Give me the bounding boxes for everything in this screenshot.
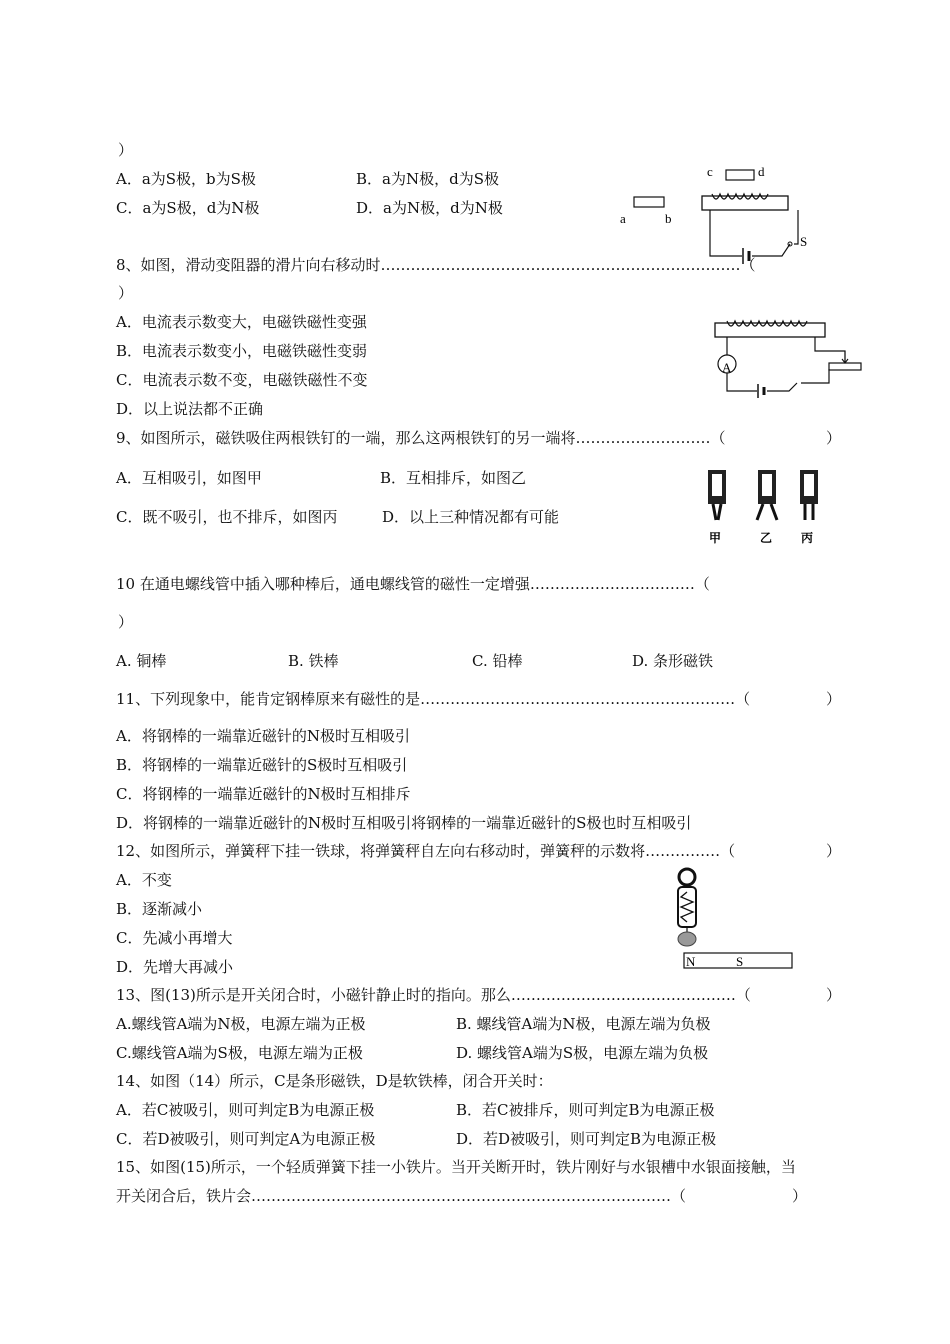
q10-option-c: C. 铅棒 [472, 652, 523, 670]
q9-option-d: D．以上三种情况都有可能 [382, 508, 560, 526]
q11-option-a: A．将钢棒的一端靠近磁针的N极时互相吸引 [116, 727, 410, 745]
magnet-label-s: S [736, 954, 744, 969]
q7-option-c: C．a为S极，d为N极 [116, 199, 260, 217]
spring [681, 892, 693, 922]
label-jia: 甲 [709, 531, 722, 545]
q7-label-d: d [758, 164, 765, 179]
magnet-nails-yi [757, 470, 777, 520]
q12-option-c: C．先减小再增大 [116, 929, 233, 947]
small-magnet-ab [634, 197, 664, 207]
q14-stem: 14、如图（14）所示，C是条形磁铁，D是软铁棒，闭合开关时： [116, 1072, 553, 1090]
q7-option-b: B．a为N极，d为S极 [356, 170, 499, 188]
magnet-label-n: N [686, 954, 696, 969]
q9-paren-close: ） [826, 429, 842, 447]
q7-option-a: A．a为S极，b为S极 [116, 170, 256, 188]
q9-option-b: B．互相排斥，如图乙 [380, 469, 527, 487]
q8-option-d: D．以上说法都不正确 [116, 400, 264, 418]
q7-label-s: S [800, 234, 808, 249]
magnet-nails-jia [708, 470, 726, 520]
q13-paren-close: ） [826, 986, 842, 1004]
label-bing: 丙 [801, 531, 814, 545]
q8-option-b: B．电流表示数变小，电磁铁磁性变弱 [116, 342, 368, 360]
q11-paren-close: ） [826, 690, 842, 708]
q8-option-a: A．电流表示数变大，电磁铁磁性变强 [116, 313, 367, 331]
q7-option-d: D．a为N极，d为N极 [356, 199, 503, 217]
q15-paren-close: ） [792, 1187, 808, 1205]
q10-option-d: D. 条形磁铁 [632, 652, 714, 670]
q11-option-b: B．将钢棒的一端靠近磁针的S极时互相吸引 [116, 756, 408, 774]
ammeter-label: A [722, 360, 732, 375]
q7-circuit-wire [710, 210, 798, 256]
q12-stem: 12、如图所示，弹簧秤下挂一铁球，将弹簧秤自左向右移动时，弹簧秤的示数将……………（ [116, 842, 736, 860]
q12-figure [670, 862, 800, 972]
q12-option-d: D．先增大再减小 [116, 958, 234, 976]
q14-option-c: C．若D被吸引，则可判定A为电源正极 [116, 1130, 376, 1148]
label-yi: 乙 [760, 531, 773, 545]
q9-option-c: C．既不吸引，也不排斥，如图丙 [116, 508, 338, 526]
q13-option-a: A.螺线管A端为N极，电源左端为正极 [116, 1015, 366, 1033]
q13-option-c: C.螺线管A端为S极，电源左端为正极 [116, 1044, 363, 1062]
q7-label-a: a [620, 211, 626, 226]
q8-stem: 8、如图，滑动变阻器的滑片向右移动时………………………………………………………………（ [116, 256, 756, 274]
rheostat-slider [842, 351, 848, 363]
q10-option-a: A. 铜棒 [116, 652, 167, 670]
q7-figure [612, 160, 812, 265]
q11-option-d: D．将钢棒的一端靠近磁针的N极时互相吸引将钢棒的一端靠近磁针的S极也时互相吸引 [116, 814, 692, 832]
q11-stem: 11、下列现象中，能肯定钢棒原来有磁性的是………………………………………………………（ [116, 690, 751, 708]
q8-option-c: C．电流表示数不变，电磁铁磁性不变 [116, 371, 368, 389]
rheostat [829, 363, 861, 370]
q10-stem: 10 在通电螺线管中插入哪种棒后，通电螺线管的磁性一定增强……………………………（ [116, 575, 710, 593]
q7-paren-close: ） [118, 141, 134, 159]
q13-stem: 13、图(13)所示是开关闭合时，小磁针静止时的指向。那么………………………………………（ [116, 986, 751, 1004]
q14-option-a: A．若C被吸引，则可判定B为电源正极 [116, 1101, 375, 1119]
q9-figure [700, 466, 830, 548]
q7-label-b: b [665, 211, 672, 226]
q8-circuit-wire [727, 337, 845, 391]
q13-option-d: D. 螺线管A端为S极，电源左端为负极 [456, 1044, 709, 1062]
q11-option-c: C．将钢棒的一端靠近磁针的N极时互相排斥 [116, 785, 411, 803]
q7-label-c: c [707, 164, 713, 179]
q10-option-b: B. 铁棒 [288, 652, 339, 670]
iron-ball [678, 932, 696, 946]
q14-option-d: D．若D被吸引，则可判定B为电源正极 [456, 1130, 717, 1148]
q9-option-a: A．互相吸引，如图甲 [116, 469, 262, 487]
q12-option-b: B．逐渐减小 [116, 900, 203, 918]
q13-option-b: B. 螺线管A端为N极，电源左端为负极 [456, 1015, 711, 1033]
q8-paren-close: ） [118, 284, 134, 302]
magnet-nails-bing [800, 470, 818, 520]
spring-scale-ring [679, 869, 695, 885]
q10-paren-close: ） [118, 613, 134, 631]
q9-stem: 9、如图所示，磁铁吸住两根铁钉的一端，那么这两根铁钉的另一端将………………………（ [116, 429, 726, 447]
q15-stem-line2: 开关闭合后，铁片会…………………………………………………………………………（ [116, 1187, 687, 1205]
q15-stem-line1: 15、如图(15)所示，一个轻质弹簧下挂一小铁片。当开关断开时，铁片刚好与水银槽中水银面接触，当 [116, 1158, 796, 1176]
q12-paren-close: ） [826, 842, 842, 860]
q8-figure [705, 315, 865, 405]
q14-option-b: B．若C被排斥，则可判定B为电源正极 [456, 1101, 715, 1119]
small-magnet-cd [726, 170, 754, 180]
q12-option-a: A．不变 [116, 871, 172, 889]
